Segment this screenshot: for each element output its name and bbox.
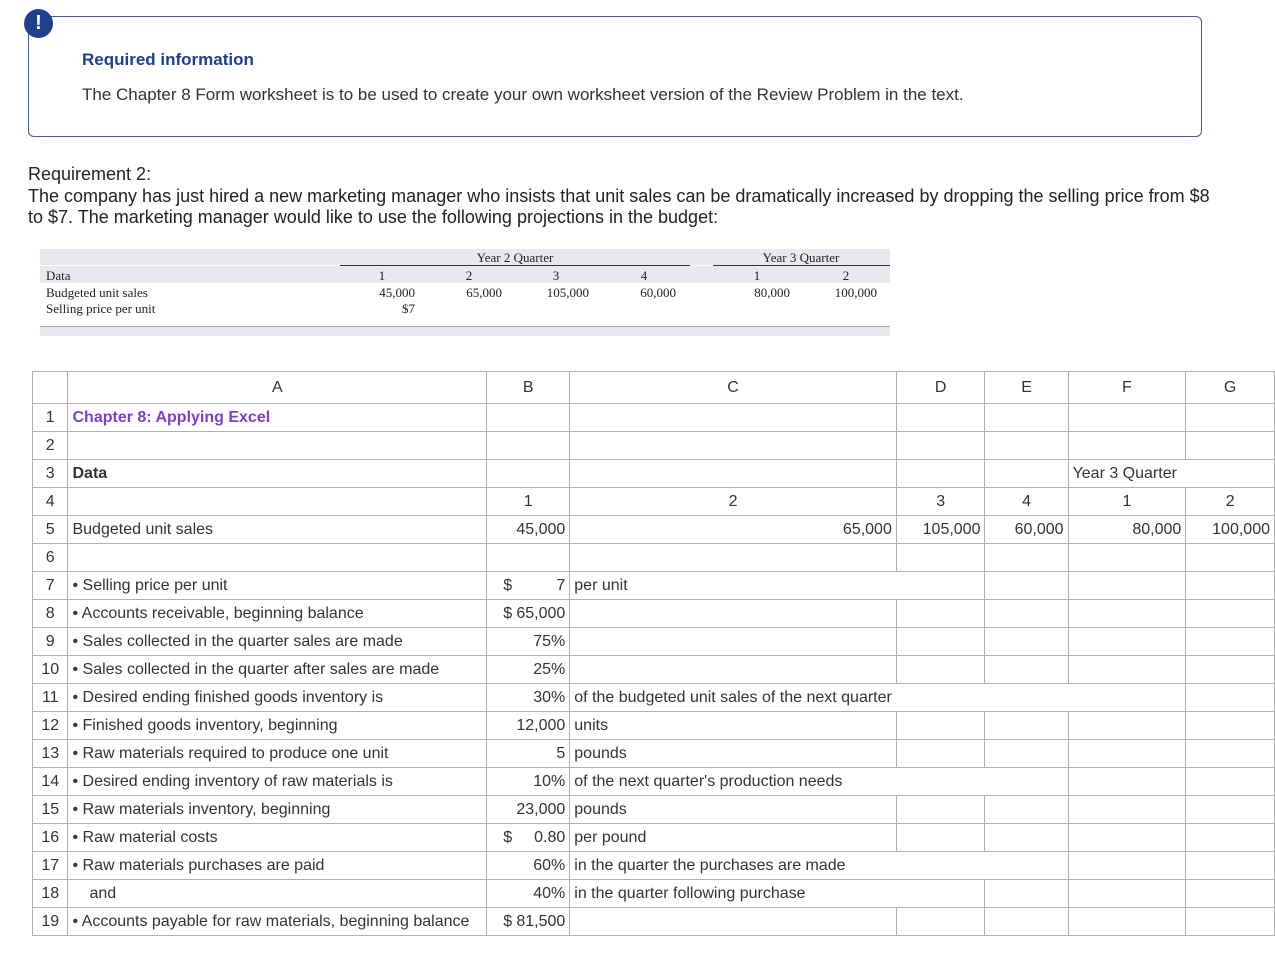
parameter-value: 65,000 xyxy=(516,604,566,622)
parameter-label[interactable]: and xyxy=(68,880,487,908)
sheet-row xyxy=(33,572,1275,600)
sheet-row xyxy=(33,432,1275,460)
requirement-heading: Requirement 2: xyxy=(28,164,152,184)
parameter-label[interactable]: • Accounts payable for raw materials, beginning balance xyxy=(68,908,487,936)
cell[interactable] xyxy=(985,544,1068,572)
row-number[interactable]: 5 xyxy=(33,516,68,544)
cell[interactable] xyxy=(487,544,570,572)
sheet-row xyxy=(33,684,1275,712)
sheet-row xyxy=(33,488,1275,516)
sheet-row xyxy=(33,712,1275,740)
parameter-note[interactable]: in the quarter following purchase xyxy=(570,880,897,908)
parameter-note[interactable] xyxy=(570,600,897,628)
db-unit-sales-q1: 45,000 xyxy=(379,285,415,300)
dollar-sign: $ xyxy=(503,912,513,930)
cell[interactable] xyxy=(896,404,985,432)
db-unit-sales-q3: 105,000 xyxy=(546,285,589,300)
cell[interactable] xyxy=(1068,684,1186,712)
parameter-note[interactable]: per unit xyxy=(570,572,897,600)
db-unit-sales-q2: 65,000 xyxy=(466,285,502,300)
unit-sales-y3q2-cell[interactable]: 100,000 xyxy=(1186,516,1275,544)
parameter-label[interactable]: • Sales collected in the quarter sales are made xyxy=(68,628,487,656)
quarter-3-cell[interactable]: 3 xyxy=(896,488,985,516)
cell[interactable] xyxy=(985,600,1068,628)
column-header-row xyxy=(33,372,1275,404)
cell[interactable] xyxy=(487,404,570,432)
sheet-row xyxy=(33,544,1275,572)
cell[interactable] xyxy=(985,404,1068,432)
cell[interactable] xyxy=(896,460,985,488)
budgeted-unit-sales-label[interactable]: Budgeted unit sales xyxy=(68,516,487,544)
row-number[interactable]: 14 xyxy=(33,768,68,796)
year2-quarter-label: Year 2 Quarter xyxy=(476,250,554,265)
parameter-note[interactable] xyxy=(570,628,897,656)
cell[interactable] xyxy=(1068,908,1186,936)
cell[interactable] xyxy=(896,796,985,824)
year3-quarter-1-cell[interactable]: 1 xyxy=(1068,488,1186,516)
parameter-label[interactable]: • Raw materials purchases are paid xyxy=(68,852,487,880)
parameter-note[interactable]: pounds xyxy=(570,796,897,824)
cell[interactable] xyxy=(985,656,1068,684)
column-header-g[interactable]: G xyxy=(1186,372,1275,404)
sheet-row xyxy=(33,824,1275,852)
corner-cell[interactable] xyxy=(33,372,68,404)
dollar-sign: $ xyxy=(503,604,513,622)
parameter-note[interactable]: in the quarter the purchases are made xyxy=(570,852,897,880)
cell[interactable] xyxy=(985,740,1068,768)
cell[interactable] xyxy=(896,572,985,600)
cell[interactable] xyxy=(1186,544,1275,572)
parameter-value[interactable]: 25% xyxy=(487,656,570,684)
excel-sheet xyxy=(32,371,1275,936)
cell[interactable] xyxy=(1068,712,1186,740)
alert-title: Required information xyxy=(82,50,254,69)
column-header-f[interactable]: F xyxy=(1068,372,1186,404)
db-year3-quarter-1: 1 xyxy=(753,268,761,283)
column-header-c[interactable]: C xyxy=(570,372,897,404)
cell[interactable] xyxy=(1186,656,1275,684)
parameter-note[interactable] xyxy=(570,908,897,936)
sheet-row xyxy=(33,600,1275,628)
row-number[interactable]: 7 xyxy=(33,572,68,600)
column-header-e[interactable]: E xyxy=(985,372,1068,404)
unit-sales-q1-cell[interactable]: 45,000 xyxy=(487,516,570,544)
cell[interactable] xyxy=(570,460,897,488)
cell[interactable] xyxy=(896,880,985,908)
cell[interactable] xyxy=(1186,460,1275,488)
parameter-label[interactable]: • Raw materials inventory, beginning xyxy=(68,796,487,824)
cell[interactable] xyxy=(1186,824,1275,852)
cell[interactable] xyxy=(1186,572,1275,600)
cell[interactable] xyxy=(1068,852,1186,880)
cell[interactable] xyxy=(896,600,985,628)
row-number[interactable]: 13 xyxy=(33,740,68,768)
parameter-label[interactable]: • Desired ending inventory of raw materials is xyxy=(68,768,487,796)
column-header-b[interactable]: B xyxy=(487,372,570,404)
cell[interactable] xyxy=(985,824,1068,852)
parameter-label[interactable]: • Accounts receivable, beginning balance xyxy=(68,600,487,628)
sheet-row xyxy=(33,404,1275,432)
cell[interactable] xyxy=(985,880,1068,908)
dollar-sign: $ xyxy=(503,576,513,594)
cell[interactable] xyxy=(1068,600,1186,628)
parameter-value[interactable]: 75% xyxy=(487,628,570,656)
year3-quarter-cell[interactable]: Year 3 Quarter xyxy=(1068,460,1186,488)
data-label-cell[interactable]: Data xyxy=(68,460,487,488)
cell[interactable] xyxy=(1068,796,1186,824)
cell[interactable] xyxy=(1186,740,1275,768)
cell[interactable] xyxy=(1186,852,1275,880)
cell[interactable] xyxy=(985,908,1068,936)
db-price-label: Selling price per unit xyxy=(46,301,156,316)
data-block-bottom-shade xyxy=(40,326,890,336)
parameter-note[interactable]: pounds xyxy=(570,740,897,768)
parameter-value[interactable]: 23,000 xyxy=(487,796,570,824)
unit-sales-q2-cell[interactable]: 65,000 xyxy=(570,516,897,544)
sheet-row xyxy=(33,768,1275,796)
projection-data-block xyxy=(40,249,890,335)
cell[interactable] xyxy=(1068,572,1186,600)
row-number[interactable]: 19 xyxy=(33,908,68,936)
row-number[interactable]: 16 xyxy=(33,824,68,852)
db-quarter-2: 2 xyxy=(465,268,473,283)
cell[interactable] xyxy=(570,404,897,432)
column-header-d[interactable]: D xyxy=(896,372,985,404)
cell[interactable] xyxy=(1186,684,1275,712)
quarter-4-cell[interactable]: 4 xyxy=(985,488,1068,516)
row-number[interactable]: 3 xyxy=(33,460,68,488)
parameter-label[interactable]: • Desired ending finished goods inventory is xyxy=(68,684,487,712)
sheet-row xyxy=(33,852,1275,880)
row-number[interactable]: 6 xyxy=(33,544,68,572)
cell[interactable] xyxy=(985,572,1068,600)
sheet-row xyxy=(33,628,1275,656)
parameter-value[interactable]: 30% xyxy=(487,684,570,712)
row-number[interactable]: 11 xyxy=(33,684,68,712)
required-info-box xyxy=(28,16,1202,137)
parameter-label[interactable]: • Raw material costs xyxy=(68,824,487,852)
cell[interactable] xyxy=(896,684,985,712)
cell[interactable] xyxy=(68,432,487,460)
cell[interactable] xyxy=(487,460,570,488)
cell[interactable] xyxy=(985,768,1068,796)
parameter-label[interactable]: • Finished goods inventory, beginning xyxy=(68,712,487,740)
cell[interactable] xyxy=(1068,656,1186,684)
year3-quarter-2-cell[interactable]: 2 xyxy=(1186,488,1275,516)
cell[interactable] xyxy=(985,628,1068,656)
row-number[interactable]: 15 xyxy=(33,796,68,824)
requirement-text: The company has just hired a new marketing manager who insists that unit sales can be dramatically increased by dropping the selling price from $8 to $7. The marketing manager would like to use the following projections in the budget: xyxy=(28,186,1210,227)
db-quarter-4: 4 xyxy=(640,268,648,283)
cell[interactable] xyxy=(1186,628,1275,656)
cell[interactable] xyxy=(1186,768,1275,796)
unit-sales-y3q1-cell[interactable]: 80,000 xyxy=(1068,516,1186,544)
cell[interactable] xyxy=(1186,432,1275,460)
db-year3-quarter-2: 2 xyxy=(842,268,850,283)
cell[interactable] xyxy=(1186,880,1275,908)
cell[interactable] xyxy=(1068,404,1186,432)
cell[interactable] xyxy=(1068,824,1186,852)
cell[interactable] xyxy=(1068,768,1186,796)
cell[interactable] xyxy=(1186,908,1275,936)
unit-sales-q3-cell[interactable]: 105,000 xyxy=(896,516,985,544)
year3-quarter-label: Year 3 Quarter xyxy=(762,250,840,265)
sheet-row xyxy=(33,880,1275,908)
row-number[interactable]: 9 xyxy=(33,628,68,656)
row-number[interactable]: 1 xyxy=(33,404,68,432)
cell[interactable] xyxy=(570,544,897,572)
unit-sales-q4-cell[interactable]: 60,000 xyxy=(985,516,1068,544)
parameter-label[interactable]: • Sales collected in the quarter after sales are made xyxy=(68,656,487,684)
quarter-2-cell[interactable]: 2 xyxy=(570,488,897,516)
cell[interactable] xyxy=(896,712,985,740)
parameter-value[interactable]: 12,000 xyxy=(487,712,570,740)
quarter-1-cell[interactable]: 1 xyxy=(487,488,570,516)
dollar-sign: $ xyxy=(503,828,513,846)
parameter-value: 7 xyxy=(556,576,566,594)
sheet-row xyxy=(33,656,1275,684)
column-header-a[interactable]: A xyxy=(68,372,487,404)
row-number[interactable]: 2 xyxy=(33,432,68,460)
sheet-row xyxy=(33,516,1275,544)
parameter-note[interactable]: units xyxy=(570,712,897,740)
parameter-value[interactable]: 40% xyxy=(487,880,570,908)
cell[interactable] xyxy=(896,824,985,852)
cell[interactable] xyxy=(896,432,985,460)
row-number[interactable]: 4 xyxy=(33,488,68,516)
parameter-note[interactable]: of the budgeted unit sales of the next quarter xyxy=(570,684,897,712)
db-quarter-1: 1 xyxy=(378,268,386,283)
cell[interactable] xyxy=(985,852,1068,880)
cell[interactable] xyxy=(985,684,1068,712)
parameter-value-cell[interactable] xyxy=(487,908,570,936)
db-unit-sales-y3q1: 80,000 xyxy=(754,285,790,300)
alert-icon: ! xyxy=(24,9,53,38)
cell[interactable] xyxy=(1186,600,1275,628)
cell[interactable] xyxy=(68,488,487,516)
parameter-note[interactable]: of the next quarter's production needs xyxy=(570,768,897,796)
cell[interactable] xyxy=(1068,432,1186,460)
db-unit-sales-label: Budgeted unit sales xyxy=(46,285,148,300)
row-number[interactable]: 17 xyxy=(33,852,68,880)
sheet-row xyxy=(33,460,1275,488)
row-number[interactable]: 10 xyxy=(33,656,68,684)
cell[interactable] xyxy=(985,432,1068,460)
cell[interactable] xyxy=(896,740,985,768)
cell[interactable] xyxy=(487,432,570,460)
cell[interactable] xyxy=(896,852,985,880)
cell[interactable] xyxy=(985,796,1068,824)
parameter-value[interactable]: 5 xyxy=(487,740,570,768)
cell[interactable] xyxy=(896,544,985,572)
cell[interactable] xyxy=(985,712,1068,740)
parameter-value-cell[interactable] xyxy=(487,572,570,600)
cell[interactable] xyxy=(896,908,985,936)
alert-text: The Chapter 8 Form worksheet is to be used to create your own worksheet version of the Review Problem in the text. xyxy=(82,85,964,104)
cell[interactable] xyxy=(1068,880,1186,908)
parameter-value-cell[interactable] xyxy=(487,600,570,628)
sheet-row xyxy=(33,908,1275,936)
cell[interactable] xyxy=(896,628,985,656)
cell[interactable] xyxy=(1186,404,1275,432)
parameter-value: 81,500 xyxy=(516,912,566,930)
cell[interactable] xyxy=(985,460,1068,488)
cell[interactable] xyxy=(68,544,487,572)
parameter-value[interactable]: 10% xyxy=(487,768,570,796)
parameter-value: 0.80 xyxy=(534,828,566,846)
cell[interactable] xyxy=(1186,712,1275,740)
row-number[interactable]: 12 xyxy=(33,712,68,740)
sheet-title-cell[interactable]: Chapter 8: Applying Excel xyxy=(68,404,487,432)
data-row-header: Data xyxy=(46,268,71,283)
cell[interactable] xyxy=(1186,796,1275,824)
db-quarter-3: 3 xyxy=(552,268,560,283)
parameter-value[interactable]: 60% xyxy=(487,852,570,880)
parameter-label[interactable]: • Raw materials required to produce one unit xyxy=(68,740,487,768)
sheet-row xyxy=(33,740,1275,768)
cell[interactable] xyxy=(1068,740,1186,768)
parameter-note[interactable] xyxy=(570,656,897,684)
sheet-row xyxy=(33,796,1275,824)
parameter-note[interactable]: per pound xyxy=(570,824,897,852)
row-number[interactable]: 18 xyxy=(33,880,68,908)
cell[interactable] xyxy=(1068,544,1186,572)
parameter-value-cell[interactable] xyxy=(487,824,570,852)
db-unit-sales-y3q2: 100,000 xyxy=(834,285,877,300)
cell[interactable] xyxy=(1068,628,1186,656)
row-number[interactable]: 8 xyxy=(33,600,68,628)
cell[interactable] xyxy=(896,656,985,684)
parameter-label[interactable]: • Selling price per unit xyxy=(68,572,487,600)
db-unit-sales-q4: 60,000 xyxy=(640,285,676,300)
cell[interactable] xyxy=(570,432,897,460)
db-price-value: $7 xyxy=(402,301,415,316)
cell[interactable] xyxy=(896,768,985,796)
